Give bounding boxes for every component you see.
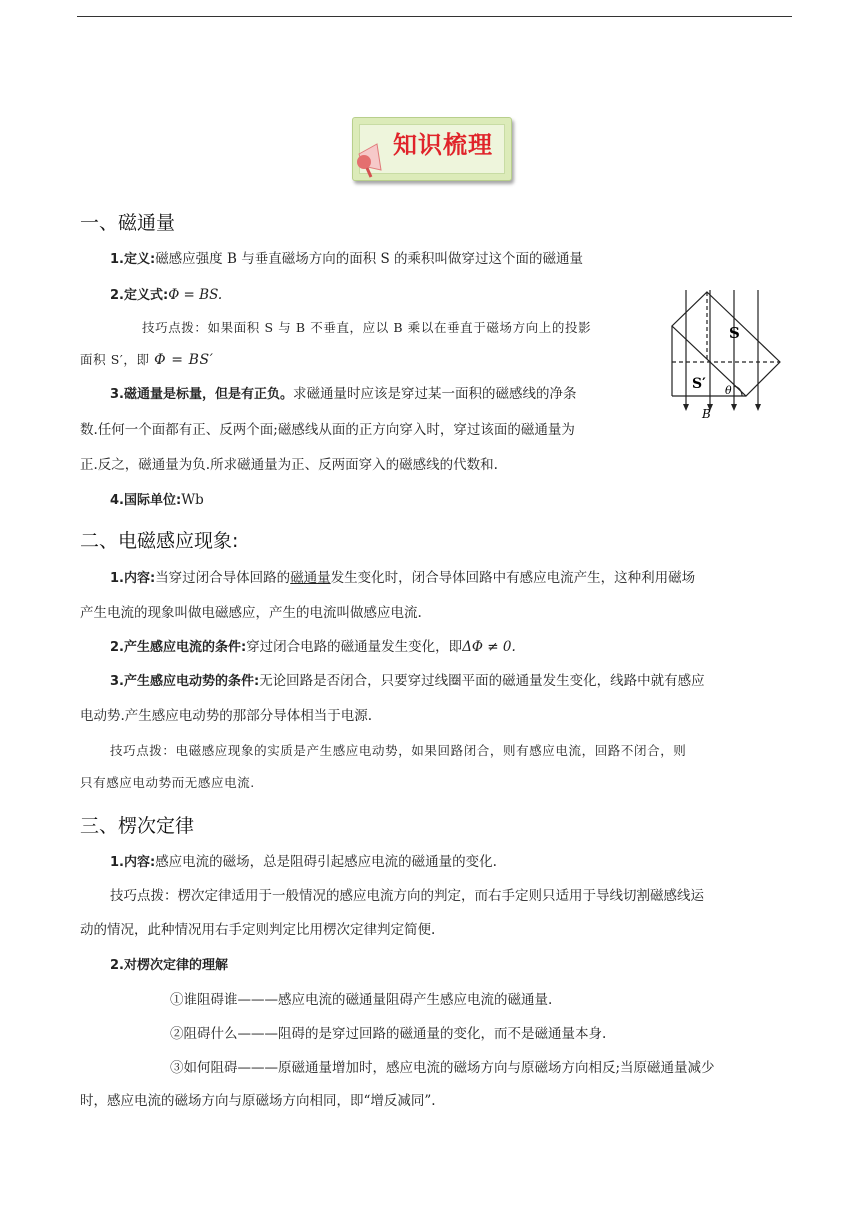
definition-text: 磁感应强度 B 与垂直磁场方向的面积 S 的乘积叫做穿过这个面的磁通量	[155, 251, 584, 267]
badge-title: 知识梳理	[393, 131, 493, 159]
emf-condition-line1	[110, 671, 705, 692]
induction-content-line2: 产生电流的现象叫做电磁感应，产生的电流叫做感应电流.	[80, 605, 422, 621]
lenz-content-label: 1.内容:	[110, 855, 156, 870]
lenz-content-line	[110, 852, 497, 873]
label-b: B	[702, 407, 711, 420]
section-badge	[352, 117, 512, 181]
scalar-text1: 求磁通量时应该是穿过某一面积的磁感线的净条	[292, 386, 577, 402]
induction-content-line1	[110, 568, 695, 589]
lenz-understanding-title: 2.对楞次定律的理解	[110, 958, 228, 973]
tip3-line2: 动的情况，此种情况用右手定则判定比用楞次定律判定简便.	[80, 922, 436, 938]
tip3-line1: 技巧点拨：楞次定律适用于一般情况的感应电流方向的判定，而右手定则只适用于导线切割磁感线运	[110, 888, 704, 904]
definition-line	[110, 249, 583, 270]
unit-label: 4.国际单位:	[110, 493, 182, 508]
flux-diagram	[664, 290, 782, 420]
unit-line	[110, 490, 204, 511]
lenz-item-3-line2: 时，感应电流的磁场方向与原磁场方向相同，即“增反减同”.	[80, 1093, 436, 1109]
scalar-line1	[110, 384, 576, 405]
current-condition-line	[110, 637, 516, 658]
emf-condition-line2: 电动势.产生感应电动势的那部分导体相当于电源.	[80, 708, 373, 724]
lenz-content-text: 感应电流的磁场，总是阻碍引起感应电流的磁通量的变化.	[155, 854, 497, 870]
tip2-line1: 技巧点拨：电磁感应现象的实质是产生感应电动势，如果回路闭合，则有感应电流，回路不闭合，则	[110, 743, 687, 758]
unit-text: Wb	[181, 492, 204, 508]
tip2-line2: 只有感应电动势而无感应电流.	[80, 775, 255, 790]
emf-condition-text1: 无论回路是否闭合，只要穿过线圈平面的磁通量发生变化，线路中就有感应	[259, 673, 705, 689]
scalar-line2: 数.任何一个面都有正、反两个面;磁感线从面的正方向穿入时，穿过该面的磁通量为	[80, 422, 575, 438]
megaphone-icon	[351, 140, 395, 180]
scalar-line3: 正.反之，磁通量为负.所求磁通量为正、反两面穿入的磁感线的代数和.	[80, 457, 498, 473]
label-s-prime: S′	[692, 376, 706, 392]
emf-condition-label: 3.产生感应电动势的条件:	[110, 674, 260, 689]
induction-content-text-b: 发生变化时，闭合导体回路中有感应电流产生，这种利用磁场	[330, 570, 696, 586]
current-condition-text: 穿过闭合电路的磁通量发生变化，即	[246, 639, 463, 655]
tip1-line1: 技巧点拨：如果面积 S 与 B 不垂直，应以 B 乘以在垂直于磁场方向上的投影	[142, 320, 592, 335]
section-heading-induction: 二、电磁感应现象:	[80, 530, 239, 552]
lenz-item-1: ①谁阻碍谁———感应电流的磁通量阻碍产生感应电流的磁通量.	[170, 992, 553, 1008]
header-rule	[77, 16, 792, 17]
induction-content-label: 1.内容:	[110, 571, 156, 586]
induction-content-text-a: 当穿过闭合导体回路的	[155, 570, 291, 586]
section-heading-flux: 一、磁通量	[80, 212, 176, 234]
tip1-formula: Φ = BS′	[154, 352, 214, 368]
formula-label: 2.定义式:	[110, 288, 169, 303]
current-condition-label: 2.产生感应电流的条件:	[110, 640, 247, 655]
label-theta: θ	[725, 384, 732, 397]
tip1-line2-text: 面积 S′，即	[80, 352, 150, 367]
definition-label: 1.定义:	[110, 252, 156, 267]
section-heading-lenz: 三、楞次定律	[80, 815, 195, 837]
formula: Φ = BS.	[168, 287, 223, 303]
current-condition-formula: ΔΦ ≠ 0.	[462, 639, 516, 655]
flux-underlined-term: 磁通量	[290, 570, 331, 586]
formula-line	[110, 285, 222, 306]
lenz-item-3-line1: ③如何阻碍———原磁通量增加时，感应电流的磁场方向与原磁场方向相反;当原磁通量减少	[170, 1060, 715, 1076]
label-s: S	[729, 324, 740, 342]
lenz-item-2: ②阻碍什么———阻碍的是穿过回路的磁通量的变化，而不是磁通量本身.	[170, 1026, 607, 1042]
scalar-label: 3.磁通量是标量，但是有正负。	[110, 387, 293, 402]
lenz-understanding-label	[110, 955, 228, 976]
tip1-line2	[80, 350, 214, 370]
